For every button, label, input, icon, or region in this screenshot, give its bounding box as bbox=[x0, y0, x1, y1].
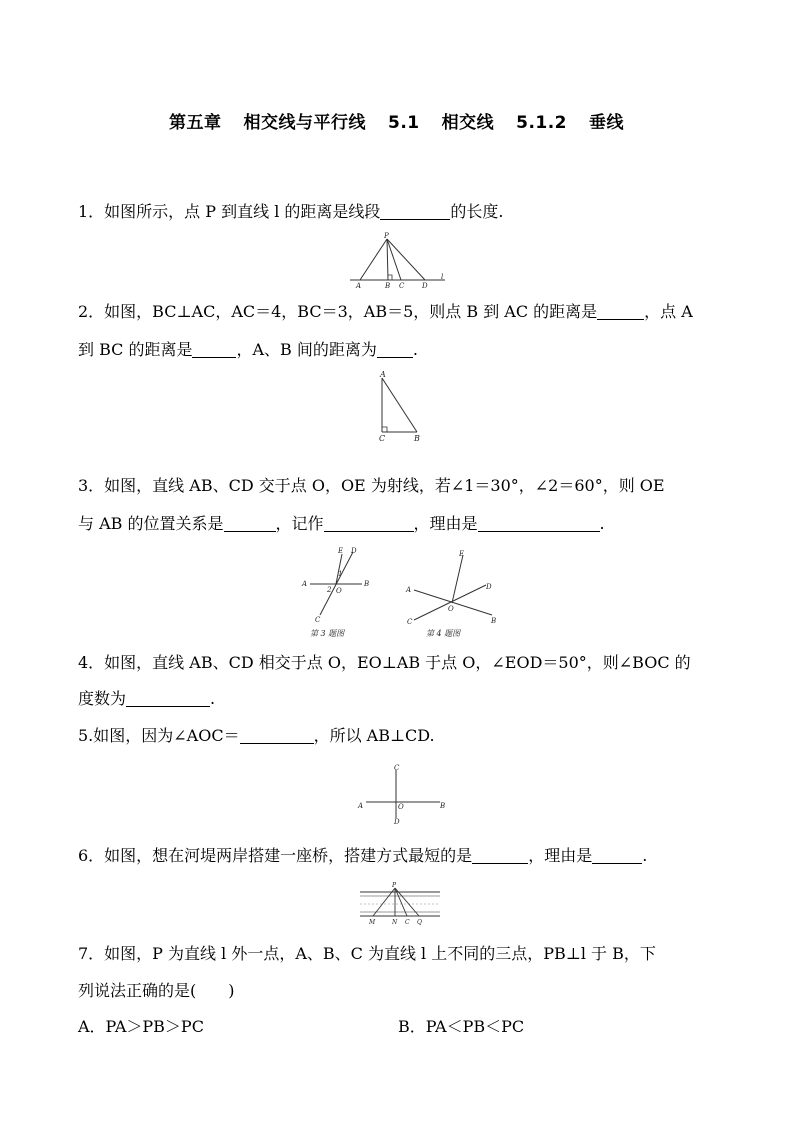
q2-answer-blank-3[interactable] bbox=[377, 341, 413, 358]
q2-label-c: C bbox=[379, 434, 386, 443]
q1-label-p: P bbox=[384, 232, 389, 240]
q5-label-o: O bbox=[398, 803, 404, 811]
q1-segment-pd bbox=[387, 239, 425, 280]
question-5 bbox=[78, 726, 728, 746]
q3-label-c: C bbox=[315, 616, 321, 624]
q2-segment-ab bbox=[382, 378, 417, 432]
question-7-line-1 bbox=[78, 944, 728, 964]
q2-answer-blank-1[interactable] bbox=[597, 303, 644, 320]
q3-angle-1-label: 1 bbox=[338, 570, 343, 578]
q3-figure bbox=[296, 542, 376, 642]
chapter-number: 第五章 bbox=[168, 113, 222, 133]
q5-label-b: B bbox=[440, 802, 446, 810]
q2-right-angle-mark bbox=[382, 427, 387, 432]
q3-angle-2-label: 2 bbox=[327, 586, 332, 594]
q2-label-b: B bbox=[414, 434, 420, 443]
page-title bbox=[0, 108, 793, 133]
q5-label-a: A bbox=[358, 802, 364, 810]
q4-label-o: O bbox=[448, 605, 454, 613]
q6-text-start: 6．如图，想在河堤两岸搭建一座桥，搭建方式最短的是 bbox=[78, 846, 473, 865]
question-3-line-1 bbox=[78, 476, 728, 496]
q3-line2-start: 与 AB 的位置关系是 bbox=[78, 514, 224, 533]
q1-label-a: A bbox=[356, 282, 362, 288]
q1-label-c: C bbox=[399, 282, 405, 288]
subsection-name: 垂线 bbox=[589, 113, 625, 133]
q5-label-c: C bbox=[394, 764, 400, 772]
q3-line2-mid: ，记作 bbox=[275, 514, 324, 533]
section-name: 相交线 bbox=[441, 113, 495, 133]
q4-answer-blank[interactable] bbox=[126, 690, 210, 707]
q5-label-d: D bbox=[394, 818, 400, 824]
q7-option-b[interactable]: B．PA＜PB＜PC bbox=[398, 1017, 525, 1036]
q3-label-a: A bbox=[302, 580, 308, 588]
q4-line2-start: 度数为 bbox=[78, 689, 127, 708]
q2-figure bbox=[372, 366, 432, 446]
q1-text-end: 的长度. bbox=[450, 202, 504, 221]
q1-segment-pa bbox=[360, 239, 387, 280]
q5-figure bbox=[352, 762, 452, 824]
q3-figure-caption: 第 3 题图 bbox=[310, 629, 345, 638]
q1-figure bbox=[345, 232, 450, 288]
question-4-line-2 bbox=[78, 689, 728, 709]
q2-label-a: A bbox=[380, 370, 386, 379]
q5-text-start: 5.如图，因为∠AOC＝ bbox=[78, 726, 240, 745]
q3-answer-blank-3[interactable] bbox=[478, 515, 600, 532]
q3-label-o: O bbox=[336, 587, 342, 595]
q2-text-mid: ，点 A bbox=[644, 302, 693, 321]
q3-label-b: B bbox=[364, 580, 370, 588]
q3-answer-blank-2[interactable] bbox=[324, 515, 414, 532]
q3-text-line-1: 3．如图，直线 AB、CD 交于点 O，OE 为射线，若∠1＝30°，∠2＝60°，则 OE bbox=[78, 476, 665, 495]
q3-line2-reason: ，理由是 bbox=[413, 514, 478, 533]
q1-answer-blank[interactable] bbox=[380, 203, 450, 220]
question-2-line-2 bbox=[78, 340, 728, 360]
q6-answer-blank-1[interactable] bbox=[472, 847, 528, 864]
q4-line2-end: . bbox=[210, 689, 216, 708]
q4-label-b: B bbox=[491, 617, 497, 625]
q4-text-line-1: 4．如图，直线 AB、CD 相交于点 O，EO⊥AB 于点 O，∠EOD＝50°，则∠BOC 的 bbox=[78, 653, 691, 672]
question-6 bbox=[78, 846, 728, 866]
q4-label-e: E bbox=[459, 550, 465, 558]
q4-ray-oe bbox=[452, 555, 463, 603]
q6-text-mid: ，理由是 bbox=[528, 846, 593, 865]
q5-answer-blank[interactable] bbox=[240, 727, 314, 744]
subsection-number: 5.1.2 bbox=[516, 113, 568, 133]
q3-label-e: E bbox=[338, 547, 344, 555]
q3-line2-end: . bbox=[599, 514, 605, 533]
q6-label-p: P bbox=[392, 882, 397, 889]
q6-label-q: Q bbox=[417, 919, 422, 926]
q2-line2-mid: ，A、B 间的距离为 bbox=[236, 340, 377, 359]
q1-text-start: 1．如图所示，点 P 到直线 l 的距离是线段 bbox=[78, 202, 381, 221]
q2-line2-end: . bbox=[412, 340, 418, 359]
q7-option-a[interactable]: A．PA＞PB＞PC bbox=[78, 1017, 204, 1036]
q7-text-line-1: 7．如图，P 为直线 l 外一点，A、B、C 为直线 l 上不同的三点，PB⊥l 于 B，下 bbox=[78, 944, 656, 963]
q6-label-m: M bbox=[369, 919, 376, 926]
question-1 bbox=[78, 202, 728, 222]
q1-label-b: B bbox=[385, 282, 391, 288]
q4-label-a: A bbox=[406, 586, 412, 594]
q1-segment-pb bbox=[387, 239, 388, 280]
q3-answer-blank-1[interactable] bbox=[224, 515, 276, 532]
q1-label-d: D bbox=[422, 282, 428, 288]
q4-line-cd bbox=[414, 585, 486, 620]
q2-line2-start: 到 BC 的距离是 bbox=[78, 340, 193, 359]
q6-figure bbox=[355, 880, 445, 928]
chapter-name: 相交线与平行线 bbox=[243, 113, 366, 133]
section-number: 5.1 bbox=[387, 113, 420, 133]
q1-segment-pc bbox=[387, 239, 401, 280]
q6-label-c: C bbox=[405, 919, 410, 926]
question-7-line-2 bbox=[78, 981, 728, 1001]
question-3-line-2 bbox=[78, 514, 728, 534]
q6-text-end: . bbox=[642, 846, 648, 865]
question-4-line-1 bbox=[78, 653, 728, 673]
q4-label-d: D bbox=[486, 583, 492, 591]
q5-text-end: ，所以 AB⊥CD. bbox=[313, 726, 435, 745]
q2-text-start: 2．如图，BC⊥AC，AC＝4，BC＝3，AB＝5，则点 B 到 AC 的距离是 bbox=[78, 302, 598, 321]
q6-answer-blank-2[interactable] bbox=[592, 847, 642, 864]
q7-text-line-2: 列说法正确的是( ) bbox=[78, 981, 235, 1000]
q1-right-angle-mark bbox=[388, 275, 392, 280]
q1-label-l: l bbox=[441, 273, 444, 281]
question-2-line-1 bbox=[78, 302, 728, 322]
q3-label-d: D bbox=[351, 547, 357, 555]
q2-answer-blank-2[interactable] bbox=[192, 341, 236, 358]
q4-label-c: C bbox=[407, 618, 413, 626]
q4-figure bbox=[402, 545, 504, 642]
q6-label-n: N bbox=[392, 919, 398, 926]
q4-figure-caption: 第 4 题图 bbox=[426, 629, 461, 638]
